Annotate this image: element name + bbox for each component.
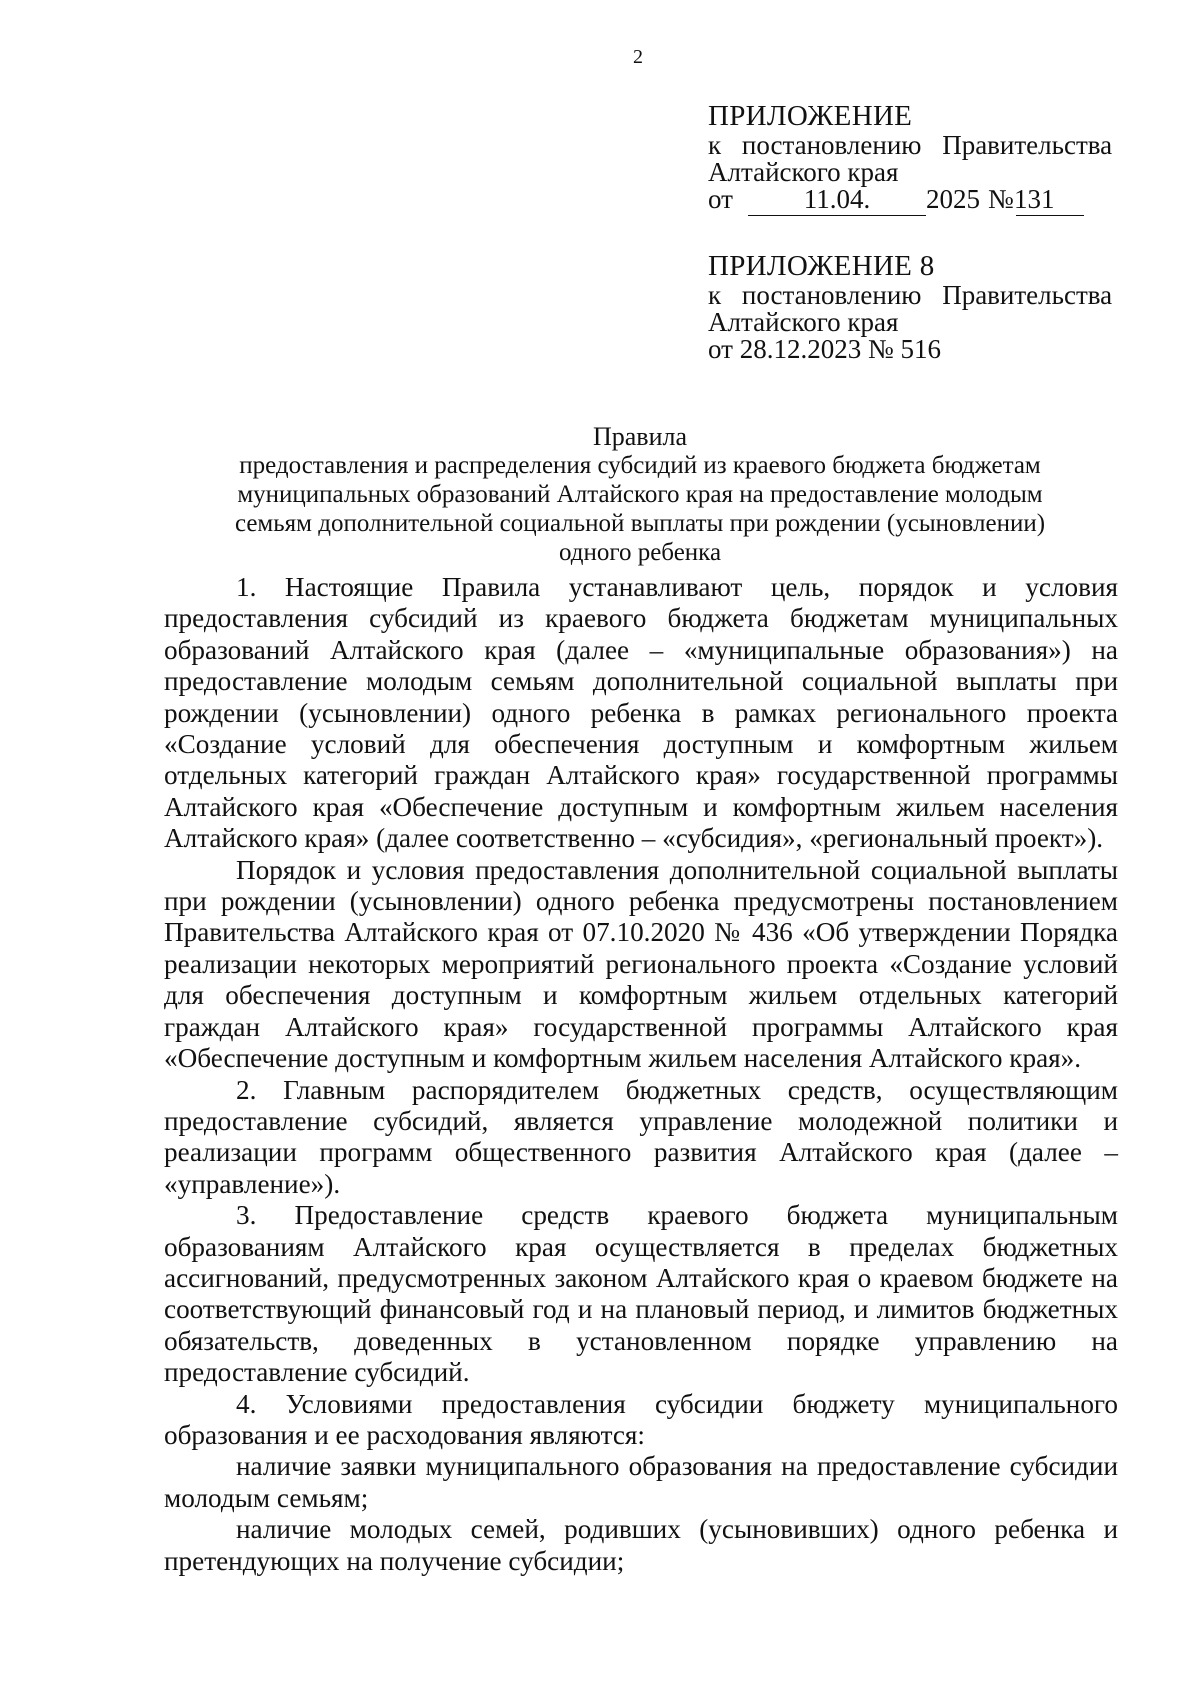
paragraph: 1. Настоящие Правила устанавливают цель, порядок и условия предоставления субсидий из краевого бюджета бюджетам муниципальных образований Алтайского края (далее – «муниципальные образования») на предоставление молодым семьям дополнительной социальной выплаты при рождении (усыновлении) одного ребенка в рамках регионального проекта «Создание условий для обеспечения доступным и комфортным жильем отдельных категорий граждан Алтайского края» государственной программы Алтайского края «Обеспечение доступным и комфортным жильем населения Алтайского края» (далее соответственно – «субсидия», «региональный проект»). (164, 572, 1118, 854)
paragraph: 3. Предоставление средств краевого бюджета муниципальным образованиям Алтайского края осуществляется в пределах бюджетных ассигнований, предусмотренных законом Алтайского края о краевом бюджете на соответствующий финансовый год и на плановый период, и лимитов бюджетных обязательств, доведенных в установленном порядке управлению на предоставление субсидий. (164, 1200, 1118, 1388)
rules-title-heading: Правила (592, 422, 688, 451)
appendix-current-line2: Алтайского края (708, 157, 899, 187)
paragraph: Порядок и условия предоставления дополнительной социальной выплаты при рождении (усыновлении) одного ребенка предусмотрены постановлением Правительства Алтайского края от 07.10.2020 № 436 «Об утверждении Порядка реализации некоторых мероприятий регионального проекта «Создание условий для обеспечения доступным и комфортным жильем отдельных категорий граждан Алтайского края» государственной программы Алтайского края «Обеспечение доступным и комфортным жильем населения Алтайского края». (164, 854, 1118, 1074)
appendix-current-date-line (708, 186, 1112, 216)
rules-title-line: предоставления и распределения субсидий из краевого бюджета бюджетам (239, 452, 1041, 479)
appendix-current-line1: к постановлению Правительства (708, 130, 1113, 160)
appendix-original-title: ПРИЛОЖЕНИЕ 8 (708, 250, 935, 282)
rules-title-line: семьям дополнительной социальной выплаты при рождении (усыновлении) (234, 510, 1046, 537)
appendix-current-title: ПРИЛОЖЕНИЕ (708, 100, 913, 132)
number-mark: № (988, 184, 1014, 214)
rules-title (160, 422, 1120, 567)
rules-title-line: муниципальных образований Алтайского края на предоставление молодым (237, 481, 1043, 508)
appendix-original-line3: от 28.12.2023 № 516 (708, 334, 941, 364)
appendix-original-line2: Алтайского края (708, 307, 899, 337)
rules-title-line: одного ребенка (558, 539, 722, 566)
paragraph: наличие молодых семей, родивших (усыновивших) одного ребенка и претендующих на получение субсидии; (164, 1514, 1118, 1576)
rules-body (164, 572, 1118, 1577)
year-value: 2025 (926, 184, 980, 214)
page-number: 2 (633, 46, 643, 68)
paragraph: 2. Главным распорядителем бюджетных средств, осуществляющим предоставление субсидий, является управление молодежной политики и реализации программ общественного развития Алтайского края (далее – «управление»). (164, 1074, 1118, 1199)
date-prefix: от (708, 184, 733, 214)
appendix-original (708, 250, 1112, 363)
paragraph: наличие заявки муниципального образования на предоставление субсидии молодым семьям; (164, 1451, 1118, 1513)
number-value: 131 (1014, 184, 1055, 214)
appendix-current (708, 100, 1112, 216)
paragraph: 4. Условиями предоставления субсидии бюджету муниципального образования и ее расходования являются: (164, 1388, 1118, 1450)
date-value: 11.04. (748, 186, 926, 216)
appendix-original-line1: к постановлению Правительства (708, 280, 1113, 310)
